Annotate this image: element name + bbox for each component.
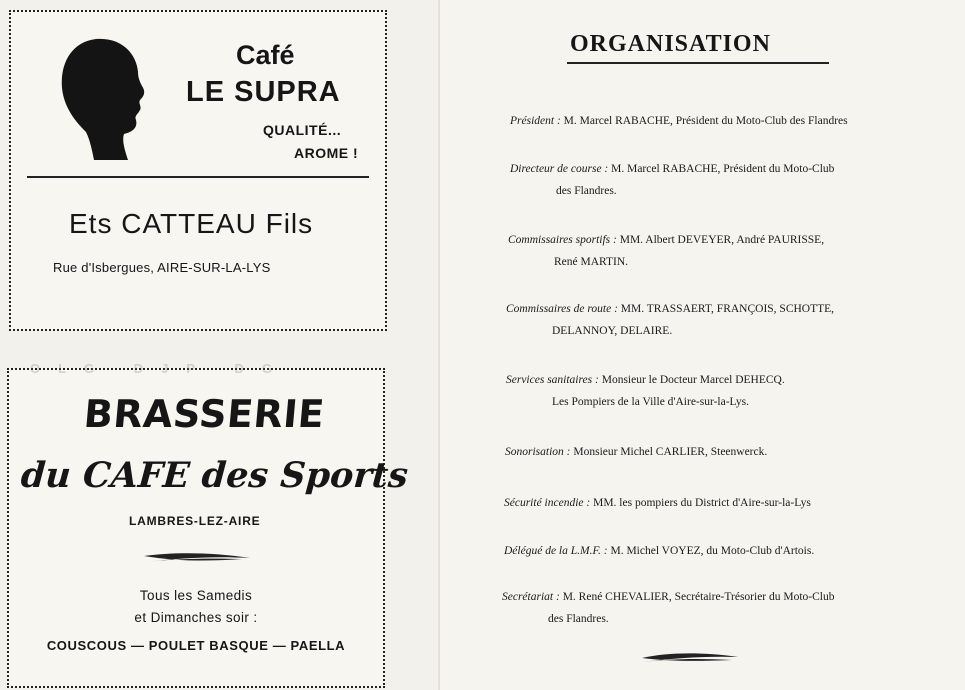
entry-securite-incendie — [504, 492, 811, 514]
entry-text-continued: des Flandres. — [556, 185, 617, 197]
company-name: Ets CATTEAU Fils — [69, 208, 314, 239]
page-title: ORGANISATION — [570, 31, 771, 57]
entry-text: Monsieur le Docteur Marcel DEHECQ. — [598, 374, 785, 386]
entry-text: M. Marcel RABACHE, Président du Moto-Club — [608, 163, 835, 175]
title-underline — [567, 62, 829, 64]
schedule-line-1: Tous les Samedis — [139, 588, 253, 603]
tagline-quality: QUALITÉ... — [263, 122, 342, 138]
entry-delegue — [504, 540, 814, 562]
location-label: LAMBRES-LEZ-AIRE — [129, 514, 261, 528]
entry-text-continued: René MARTIN. — [554, 256, 629, 268]
entry-president — [510, 110, 848, 132]
schedule-line-2: et Dimanches soir : — [134, 610, 258, 625]
entry-secretariat — [502, 586, 835, 630]
entry-directeur — [510, 158, 834, 202]
watermark-text: OLG DJP DG — [30, 361, 290, 376]
entry-text: M. René CHEVALIER, Secrétaire-Trésorier du Moto-Club — [559, 591, 835, 603]
ad-brasserie-cafe-des-sports — [7, 368, 410, 688]
divider — [27, 176, 369, 178]
entry-sonorisation — [505, 441, 767, 463]
entry-text: MM. les pompiers du District d'Aire-sur-la-Lys — [590, 497, 811, 509]
watermark-band — [30, 356, 960, 412]
entry-role: Commissaires de route : — [506, 303, 618, 315]
ornament-swash-icon — [142, 550, 252, 566]
company-address: Rue d'Isbergues, AIRE-SUR-LA-LYS — [53, 260, 271, 275]
entry-text-continued: Les Pompiers de la Ville d'Aire-sur-la-Lys. — [552, 396, 750, 408]
entry-text: MM. Albert DEVEYER, André PAURISSE, — [616, 234, 825, 246]
entry-role: Directeur de course : — [510, 163, 609, 175]
ad-cafe-le-supra — [9, 10, 387, 331]
entry-text-continued: des Flandres. — [548, 613, 609, 625]
entry-commissaires-sportifs — [508, 229, 824, 273]
entry-text: Monsieur Michel CARLIER, Steenwerck. — [570, 446, 768, 458]
entry-commissaires-route — [506, 298, 834, 342]
entry-role: Sonorisation : — [505, 446, 571, 458]
entry-text: M. Marcel RABACHE, Président du Moto-Club des Flandres — [560, 115, 848, 127]
menu-line: COUSCOUS — POULET BASQUE — PAELLA — [46, 638, 346, 653]
entry-role: Sécurité incendie : — [504, 497, 591, 509]
brand-name: LE SUPRA — [186, 76, 341, 108]
cafe-des-sports-title: du CAFE des Sports — [19, 455, 410, 496]
left-page — [0, 0, 440, 690]
tagline-aroma: AROME ! — [294, 145, 359, 161]
entry-role: Commissaires sportifs : — [508, 234, 617, 246]
entry-role: Président : — [510, 115, 561, 127]
head-silhouette-icon — [56, 36, 156, 161]
ornament-swash-icon — [640, 650, 740, 666]
entry-text: M. Michel VOYEZ, du Moto-Club d'Artois. — [607, 545, 815, 557]
entry-role: Secrétariat : — [502, 591, 560, 603]
entry-text: MM. TRASSAERT, FRANÇOIS, SCHOTTE, — [617, 303, 835, 315]
brasserie-title: BRASSERIE — [82, 392, 327, 436]
entry-role: Délégué de la L.M.F. : — [504, 545, 608, 557]
entry-text-continued: DELANNOY, DELAIRE. — [552, 325, 673, 337]
entry-role: Services sanitaires : — [506, 374, 599, 386]
cafe-label: Café — [236, 40, 295, 70]
